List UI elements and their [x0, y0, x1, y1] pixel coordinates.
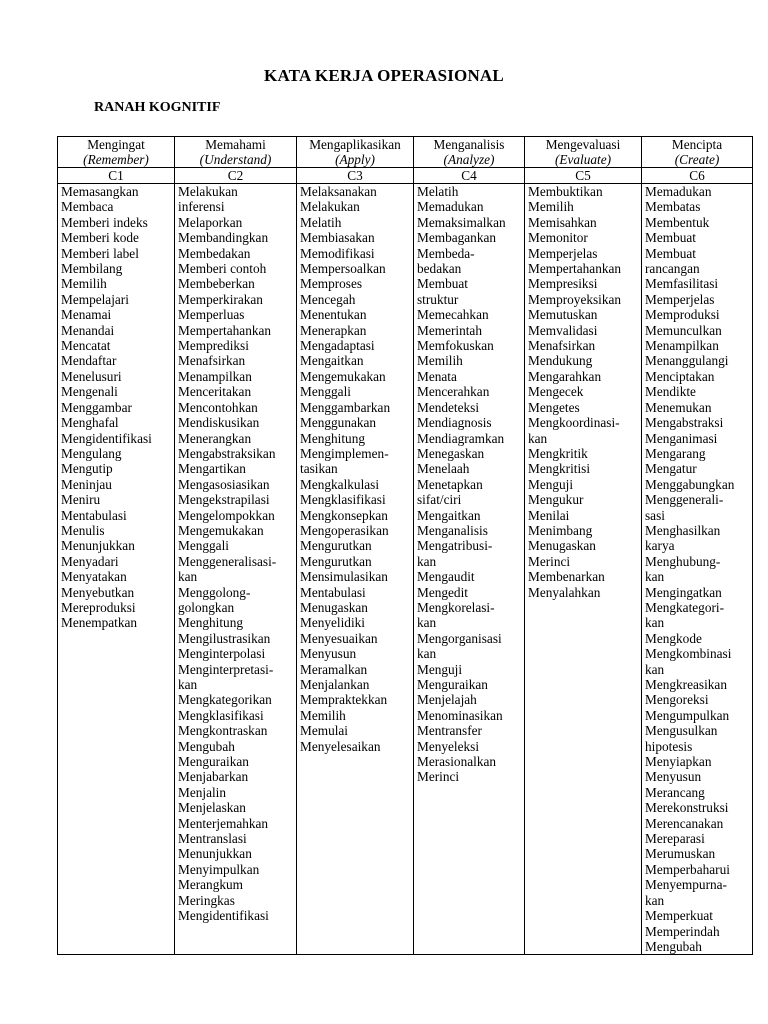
verb-item: Menggabungkan	[645, 476, 735, 492]
verb-item: Memberi contoh	[178, 261, 267, 277]
verb-item: Mencatat	[61, 338, 111, 354]
verb-item: Menganalisis	[417, 522, 488, 538]
verb-item: Menunjukkan	[61, 538, 135, 554]
verb-item: kan	[178, 677, 198, 692]
verb-item: Menentukan	[300, 307, 367, 323]
verb-item: Mengenali	[61, 384, 118, 400]
verb-item: Memvalidasi	[528, 322, 598, 338]
verb-item: Menetapkan	[417, 476, 483, 492]
verb-item: Menugaskan	[300, 599, 368, 615]
verb-item: Mempersoalkan	[300, 261, 386, 277]
verb-item: Membuat	[645, 230, 696, 246]
verb-item: Menyiapkan	[645, 754, 712, 770]
verb-item: Membiasakan	[300, 230, 375, 246]
verb-item: Mempertahankan	[178, 322, 272, 338]
verb-item: Memadukan	[645, 184, 712, 199]
verb-item: Memperbaharui	[645, 861, 730, 877]
column-code: C6	[642, 168, 753, 184]
verb-item: Menghitung	[300, 430, 366, 446]
verb-item: Mendiagramkan	[417, 430, 505, 446]
verb-item: Menyatakan	[61, 569, 127, 585]
verb-item: Memproses	[300, 276, 363, 292]
verb-item: Memaksimalkan	[417, 214, 506, 230]
column-code: C5	[525, 168, 642, 184]
verb-item: Menyusun	[300, 646, 357, 662]
column-code: C4	[414, 168, 525, 184]
verb-item: Mempresiksi	[528, 276, 598, 292]
verb-item: Memberi kode	[61, 230, 139, 246]
verb-item: Mereparasi	[645, 831, 705, 847]
verb-list-c5	[525, 184, 642, 955]
verb-item: sasi	[645, 507, 665, 523]
verb-item: Menyalahkan	[528, 584, 601, 600]
verb-item: Menemukan	[645, 399, 712, 415]
verb-item: Menampilkan	[178, 368, 252, 384]
verb-item: Menjelaskan	[178, 800, 246, 816]
verb-item: kan	[178, 569, 198, 585]
verb-item: Menggali	[300, 384, 351, 400]
column-english: (Apply)	[335, 152, 375, 167]
verb-item: Menterjemahkan	[178, 815, 269, 831]
verb-item: Menjalin	[178, 784, 227, 800]
verb-item: Mengilustrasikan	[178, 630, 271, 646]
verb-item: Menginterpolasi	[178, 646, 266, 662]
verb-item: Menelusuri	[61, 368, 122, 384]
verb-item: Mencontohkan	[178, 399, 258, 415]
verb-item: Mensimulasikan	[300, 569, 388, 585]
verb-item: Menyadari	[61, 553, 119, 569]
verb-item: Menunjukkan	[178, 846, 252, 862]
verb-item: Mengulang	[61, 445, 122, 461]
verb-item: Mengumpulkan	[645, 707, 730, 723]
verb-item: Memodifikasi	[300, 245, 375, 261]
verb-item: Mengasosiasikan	[178, 476, 270, 492]
verb-item: Menyesuaikan	[300, 630, 378, 646]
verb-item: inferensi	[178, 199, 225, 215]
verb-item: Menegaskan	[417, 445, 485, 461]
verb-item: Mengetes	[528, 399, 580, 415]
page-title: KATA KERJA OPERASIONAL	[264, 66, 504, 85]
verb-item: Mempraktekkan	[300, 692, 388, 708]
verb-item: Menjabarkan	[178, 769, 249, 785]
column-code: C2	[175, 168, 297, 184]
verb-item: Membeberkan	[178, 276, 255, 292]
section-subtitle: RANAH KOGNITIF	[94, 100, 221, 115]
verb-item: Menjalankan	[300, 677, 370, 692]
header-row	[58, 137, 753, 168]
verb-item: Mengemukakan	[300, 368, 386, 384]
verb-item: Menimbang	[528, 522, 593, 538]
verb-item: Menyimpulkan	[178, 861, 260, 877]
verb-item: kan	[417, 646, 437, 662]
verb-list-c4	[414, 184, 525, 955]
verb-item: Memproyeksikan	[528, 291, 622, 307]
verb-item: struktur	[417, 291, 459, 307]
verb-item: bedakan	[417, 261, 462, 277]
verb-item: Menggambarkan	[300, 399, 391, 415]
verb-item: Mempertahankan	[528, 261, 622, 277]
verb-item: Mengurutkan	[300, 553, 372, 569]
column-name: Mengingat	[87, 137, 145, 152]
verb-item: Merencanakan	[645, 815, 724, 831]
verb-item: kan	[645, 661, 665, 677]
verb-item: Membandingkan	[178, 230, 269, 246]
verb-item: Mengabstraksi	[645, 415, 724, 431]
verb-item: Mendeteksi	[417, 399, 480, 415]
verb-item: Mengorganisasi	[417, 630, 502, 646]
verb-item: Mendikte	[645, 384, 696, 400]
verb-item: Menulis	[61, 522, 105, 538]
code-row	[58, 168, 753, 184]
verb-item: Mengekstrapilasi	[178, 492, 270, 508]
column-header-c4	[414, 137, 525, 168]
verb-item: Meniru	[61, 492, 101, 508]
verb-item: Membagankan	[417, 230, 497, 246]
verb-item: Menugaskan	[528, 538, 596, 554]
verb-item: Mentabulasi	[300, 584, 366, 600]
verb-item: Meninjau	[61, 476, 112, 492]
verb-item: Menyelidiki	[300, 615, 365, 631]
verb-item: Menilai	[528, 507, 570, 523]
verb-item: Menghasilkan	[645, 522, 721, 538]
verb-item: rancangan	[645, 261, 700, 277]
column-header-c3	[297, 137, 414, 168]
verb-item: Mengabstraksikan	[178, 445, 276, 461]
verb-item: Merinci	[417, 769, 460, 785]
verb-item: Merumuskan	[645, 846, 716, 862]
verb-item: Mengkategori-	[645, 599, 725, 615]
verb-item: Merekonstruksi	[645, 800, 729, 816]
verb-item: Mengelompokkan	[178, 507, 275, 523]
verb-item: Menerapkan	[300, 322, 367, 338]
verb-item: Mentransfer	[417, 723, 482, 739]
verb-item: Memilih	[528, 199, 574, 215]
verb-item: Menggeneralisasi-	[178, 553, 277, 569]
verb-item: Mentranslasi	[178, 831, 247, 847]
verb-item: Mengkode	[645, 630, 702, 646]
verb-item: Mendiskusikan	[178, 415, 260, 431]
verb-item: Mengatur	[645, 461, 697, 477]
verb-item: Melakukan	[178, 184, 238, 199]
verb-item: Mengemukakan	[178, 522, 264, 538]
verb-item: Menandai	[61, 322, 115, 338]
verb-item: kan	[645, 615, 665, 631]
verb-item: Membentuk	[645, 214, 710, 230]
verb-item: golongkan	[178, 599, 235, 615]
verb-item: Menyelesaikan	[300, 738, 381, 754]
verb-item: Menguraikan	[178, 754, 249, 770]
verb-item: karya	[645, 538, 675, 554]
verb-item: Meringkas	[178, 892, 235, 908]
verb-item: Memasangkan	[61, 184, 139, 199]
verb-list-c2	[175, 184, 297, 955]
verb-item: Mengukur	[528, 492, 584, 508]
verb-item: Mendukung	[528, 353, 593, 369]
verb-item: Membaca	[61, 199, 114, 215]
verb-item: Mengoreksi	[645, 692, 709, 708]
verb-item: Mengkorelasi-	[417, 599, 495, 615]
verb-item: Mengkalkulasi	[300, 476, 380, 492]
verb-item: Menanggulangi	[645, 353, 729, 369]
column-name: Mencipta	[671, 137, 723, 152]
column-header-c5	[525, 137, 642, 168]
verb-item: Mengkontraskan	[178, 723, 268, 739]
verb-item: Mengurutkan	[300, 538, 372, 554]
verb-item: Memutuskan	[528, 307, 598, 323]
verb-item: Merasionalkan	[417, 754, 497, 770]
verb-item: Memfokuskan	[417, 338, 494, 354]
column-header-c6	[642, 137, 753, 168]
verb-item: Mengaudit	[417, 569, 475, 585]
verb-item: Mengadaptasi	[300, 338, 375, 354]
verb-item: Memecahkan	[417, 307, 489, 323]
verb-item: Meramalkan	[300, 661, 368, 677]
verb-item: Mengklasifikasi	[178, 707, 264, 723]
verb-item: Menampilkan	[645, 338, 719, 354]
verb-item: Menominasikan	[417, 707, 503, 723]
verb-item: Menciptakan	[645, 368, 715, 384]
verb-item: Menyebutkan	[61, 584, 135, 600]
verb-item: Mentabulasi	[61, 507, 127, 523]
verb-item: Mengarang	[645, 445, 706, 461]
verb-list-c1	[58, 184, 175, 955]
verb-item: Menjelajah	[417, 692, 477, 708]
column-header-c1	[58, 137, 175, 168]
verb-item: Memperkirakan	[178, 291, 263, 307]
verb-item: Menginterpretasi-	[178, 661, 274, 677]
verb-item: Mencegah	[300, 291, 356, 307]
column-code: C1	[58, 168, 175, 184]
verb-item: Mengkoordinasi-	[528, 415, 620, 431]
verb-item: Mengkombinasi	[645, 646, 732, 662]
verb-item: Merangkum	[178, 877, 243, 893]
verb-item: Memperjelas	[528, 245, 598, 261]
verb-item: Memprediksi	[178, 338, 249, 354]
verb-item: Mengingatkan	[645, 584, 722, 600]
verb-item: Mengidentifikasi	[61, 430, 152, 446]
verb-list-c6	[642, 184, 753, 955]
verb-item: Mengkonsepkan	[300, 507, 388, 523]
verb-item: Memperkuat	[645, 908, 713, 924]
verb-item: Membilang	[61, 261, 123, 277]
verb-item: Mengimplemen-	[300, 445, 389, 461]
verb-item: Membedakan	[178, 245, 251, 261]
verb-item: Menyusun	[645, 769, 702, 785]
verb-item: Mencerahkan	[417, 384, 490, 400]
verb-item: Menafsirkan	[528, 338, 596, 354]
verb-item: Menata	[417, 368, 457, 384]
verb-table	[57, 136, 753, 955]
column-code: C3	[297, 168, 414, 184]
verb-item: Mengoperasikan	[300, 522, 389, 538]
verb-item: Melatih	[417, 184, 459, 199]
column-english: (Evaluate)	[554, 152, 612, 167]
verb-item: Memunculkan	[645, 322, 722, 338]
verb-item: kan	[417, 553, 437, 569]
column-english: (Analyze)	[443, 152, 495, 167]
verb-item: Menggambar	[61, 399, 132, 415]
verb-item: Mengkategorikan	[178, 692, 272, 708]
verb-item: Memulai	[300, 723, 349, 739]
column-name: Menganalisis	[433, 137, 505, 152]
verb-item: Membenarkan	[528, 569, 605, 585]
verb-item: Mendiagnosis	[417, 415, 492, 431]
verb-item: Memberi label	[61, 245, 139, 261]
verb-item: Memilih	[300, 707, 346, 723]
verb-item: Memilih	[417, 353, 463, 369]
verb-item: Menguji	[528, 476, 574, 492]
verb-item: kan	[528, 430, 548, 446]
verb-item: Melaporkan	[178, 214, 243, 230]
verb-item: Menghubung-	[645, 553, 721, 569]
verb-item: Mengecek	[528, 384, 584, 400]
verb-item: Mengubah	[645, 938, 702, 954]
verb-item: Menyeleksi	[417, 738, 480, 754]
verb-item: Memisahkan	[528, 214, 597, 230]
column-english: (Understand)	[199, 152, 272, 167]
verb-item: Menguraikan	[417, 677, 488, 692]
verb-item: Menyempurna-	[645, 877, 727, 893]
verb-item: Mengkritik	[528, 445, 588, 461]
verb-item: Menafsirkan	[178, 353, 246, 369]
verb-item: Menggolong-	[178, 584, 251, 600]
verb-item: Mengusulkan	[645, 723, 718, 739]
verb-item: Memperjelas	[645, 291, 715, 307]
verb-item: Menggunakan	[300, 415, 377, 431]
verb-item: Memilih	[61, 276, 107, 292]
verb-item: Memproduksi	[645, 307, 720, 323]
verb-item: Memadukan	[417, 199, 484, 215]
verb-item: Menerangkan	[178, 430, 252, 446]
verb-item: tasikan	[300, 461, 338, 477]
verb-item: Mengaitkan	[417, 507, 481, 523]
verb-item: Menggenerali-	[645, 492, 724, 508]
verb-item: Menghafal	[61, 415, 119, 431]
column-name: Memahami	[205, 137, 266, 152]
verb-item: Menganimasi	[645, 430, 718, 446]
verb-item: hipotesis	[645, 738, 693, 754]
verb-item: Mengatribusi-	[417, 538, 493, 554]
verb-item: Mengidentifikasi	[178, 908, 269, 924]
verb-item: Menceritakan	[178, 384, 252, 400]
verb-item: Mengarahkan	[528, 368, 602, 384]
verb-item: Membeda-	[417, 245, 475, 261]
verb-item: Membuktikan	[528, 184, 603, 199]
verb-item: Mengedit	[417, 584, 468, 600]
verb-item: kan	[645, 892, 665, 908]
column-english: (Remember)	[83, 152, 149, 167]
verb-item: Melatih	[300, 214, 342, 230]
verb-item: Memberi indeks	[61, 214, 148, 230]
verb-item: Memperluas	[178, 307, 245, 323]
verb-item: Mengkreasikan	[645, 677, 727, 692]
verb-item: Mempelajari	[61, 291, 129, 307]
column-name: Mengevaluasi	[545, 137, 621, 152]
column-name: Mengaplikasikan	[309, 137, 401, 152]
verb-item: Merancang	[645, 784, 705, 800]
verb-item: Membuat	[645, 245, 696, 261]
verb-item: kan	[645, 569, 665, 585]
verb-item: sifat/ciri	[417, 492, 462, 508]
verb-item: Menggali	[178, 538, 229, 554]
verb-item: Memonitor	[528, 230, 588, 246]
verbs-row	[58, 184, 753, 955]
verb-item: Mengartikan	[178, 461, 246, 477]
verb-item: Melaksanakan	[300, 184, 377, 199]
verb-item: Merinci	[528, 553, 571, 569]
verb-item: Menelaah	[417, 461, 470, 477]
verb-item: Menamai	[61, 307, 112, 323]
verb-item: Menempatkan	[61, 615, 138, 631]
verb-item: Melakukan	[300, 199, 360, 215]
verb-item: Membatas	[645, 199, 701, 215]
verb-item: Memerintah	[417, 322, 482, 338]
verb-item: Menghitung	[178, 615, 244, 631]
verb-item: Mereproduksi	[61, 599, 136, 615]
verb-item: Mengaitkan	[300, 353, 364, 369]
verb-item: Memperindah	[645, 923, 720, 939]
verb-item: kan	[417, 615, 437, 631]
verb-list-c3	[297, 184, 414, 955]
column-header-c2	[175, 137, 297, 168]
column-english: (Create)	[674, 152, 720, 167]
verb-item: Mengutip	[61, 461, 113, 477]
verb-item: Menguji	[417, 661, 463, 677]
verb-item: Mengubah	[178, 738, 235, 754]
verb-item: Memfasilitasi	[645, 276, 719, 292]
verb-item: Membuat	[417, 276, 468, 292]
verb-item: Mengkritisi	[528, 461, 591, 477]
verb-item: Mengklasifikasi	[300, 492, 386, 508]
verb-item: Mendaftar	[61, 353, 117, 369]
